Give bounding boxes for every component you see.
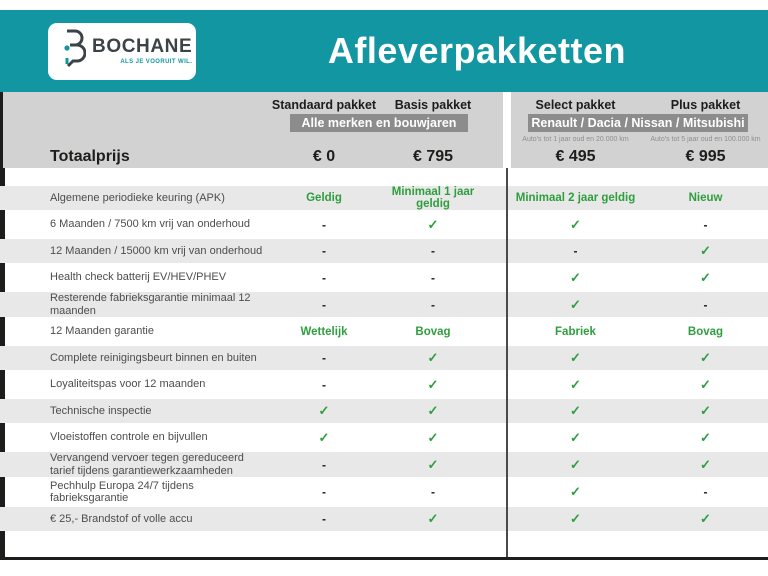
table-row [0, 452, 768, 477]
dash-mark: - [431, 244, 435, 258]
condition-plus: Auto's tot 5 jaar oud en 100.000 km [650, 136, 761, 143]
value-text: Fabriek [555, 325, 596, 338]
check-icon: ✓ [700, 376, 711, 392]
check-icon: ✓ [700, 243, 711, 258]
value-text: Minimaal 2 jaar geldig [515, 192, 636, 204]
table-row [0, 292, 768, 317]
bochane-logo-icon [60, 27, 86, 76]
check-icon: ✓ [427, 216, 439, 232]
check-icon: ✓ [700, 429, 711, 445]
table-bottom-border [0, 557, 768, 560]
row-label: Health check batterij EV/HEV/PHEV [50, 271, 227, 284]
value-text: Nieuw [688, 192, 723, 204]
dash-mark: - [431, 270, 435, 285]
check-icon: ✓ [570, 296, 581, 312]
row-label: 6 Maanden / 7500 km vrij van onderhoud [50, 218, 250, 231]
row-label: 12 Maanden / 15000 km vrij van onderhoud [50, 244, 263, 257]
check-icon: ✓ [700, 511, 711, 526]
dash-mark: - [431, 297, 435, 312]
table-row [0, 346, 768, 370]
row-label: Complete reinigingsbeurt binnen en buiten [50, 351, 257, 364]
value-text: Bovag [687, 325, 724, 338]
check-icon: ✓ [318, 429, 330, 445]
table-row [0, 320, 768, 344]
row-label: Vervangend vervoer tegen gereduceerd tarief tijdens garantiewerkzaamheden [50, 452, 244, 477]
dash-mark: - [322, 485, 326, 499]
check-icon: ✓ [427, 456, 439, 472]
row-label: € 25,- Brandstof of volle accu [50, 512, 193, 525]
brand-tagline: ALS JE VOORUIT WIL. [120, 59, 193, 65]
row-label: Technische inspectie [50, 404, 152, 417]
check-icon: ✓ [570, 429, 581, 445]
dash-mark: - [703, 217, 708, 232]
dash-mark: - [703, 485, 708, 499]
check-icon: ✓ [427, 376, 439, 392]
price-plus: € 995 [685, 148, 726, 165]
total-price-label: Totaalprijs [50, 148, 130, 165]
table-header [0, 92, 768, 168]
column-group-divider [506, 168, 508, 557]
dash-mark: - [322, 270, 326, 285]
column-header-standaard: Standaard pakket [271, 98, 377, 112]
row-label: Loyaliteitspas voor 12 maanden [50, 378, 206, 391]
dash-mark: - [431, 485, 435, 499]
row-label: 12 Maanden garantie [50, 325, 154, 338]
dash-mark: - [322, 351, 326, 365]
check-icon: ✓ [570, 511, 581, 526]
brand-name: BOCHANE [92, 36, 193, 57]
check-icon: ✓ [700, 456, 711, 472]
table-row [0, 239, 768, 263]
value-text: Minimaal 1 jaar geldig [391, 186, 475, 210]
dash-mark: - [703, 297, 708, 312]
table-body [0, 186, 768, 534]
brand-band-left: Alle merken en bouwjaren [290, 114, 468, 132]
dash-mark: - [322, 244, 326, 258]
check-icon: ✓ [570, 216, 581, 232]
logo-text [92, 37, 192, 65]
column-header-plus: Plus pakket [670, 98, 741, 112]
check-icon: ✓ [700, 403, 711, 418]
value-text: Bovag [415, 325, 451, 338]
dash-mark: - [573, 244, 578, 258]
price-basis: € 795 [412, 148, 454, 165]
value-text: Wettelijk [300, 325, 348, 338]
check-icon: ✓ [570, 376, 581, 392]
table-row [0, 480, 768, 505]
row-label: Pechhulp Europa 24/7 tijdens fabrieksgarantie [50, 479, 194, 504]
dash-mark: - [322, 217, 326, 232]
table-row [0, 426, 768, 450]
table-row [0, 399, 768, 423]
check-icon: ✓ [570, 269, 581, 285]
check-icon: ✓ [700, 269, 711, 285]
column-header-basis: Basis pakket [394, 98, 472, 112]
check-icon: ✓ [570, 456, 581, 472]
column-header-select: Select pakket [535, 98, 616, 112]
check-icon: ✓ [570, 484, 581, 499]
price-select: € 495 [555, 148, 596, 165]
check-icon: ✓ [427, 429, 439, 445]
dash-mark: - [322, 457, 326, 472]
top-banner [0, 10, 768, 92]
check-icon: ✓ [427, 403, 439, 418]
table-row [0, 507, 768, 531]
table-row [0, 266, 768, 290]
row-label: Algemene periodieke keuring (APK) [50, 191, 225, 204]
dash-mark: - [322, 297, 326, 312]
dash-mark: - [322, 512, 326, 526]
row-label: Vloeistoffen controle en bijvullen [50, 431, 208, 444]
condition-select: Auto's tot 1 jaar oud en 20.000 km [522, 136, 629, 143]
check-icon: ✓ [570, 350, 581, 365]
row-label: Resterende fabrieksgarantie minimaal 12 maanden [50, 292, 251, 317]
dash-mark: - [322, 377, 326, 392]
check-icon: ✓ [700, 350, 711, 365]
check-icon: ✓ [427, 511, 439, 526]
table-row [0, 186, 768, 210]
bochane-logo [48, 23, 196, 80]
price-standaard: € 0 [312, 148, 336, 165]
table-row [0, 373, 768, 397]
check-icon: ✓ [318, 403, 330, 418]
page-title: Afleverpakketten [327, 30, 627, 71]
table-row [0, 213, 768, 237]
check-icon: ✓ [427, 350, 439, 365]
check-icon: ✓ [570, 403, 581, 418]
brand-band-right: Renault / Dacia / Nissan / Mitsubishi [528, 114, 748, 132]
value-text: Geldig [306, 192, 342, 204]
